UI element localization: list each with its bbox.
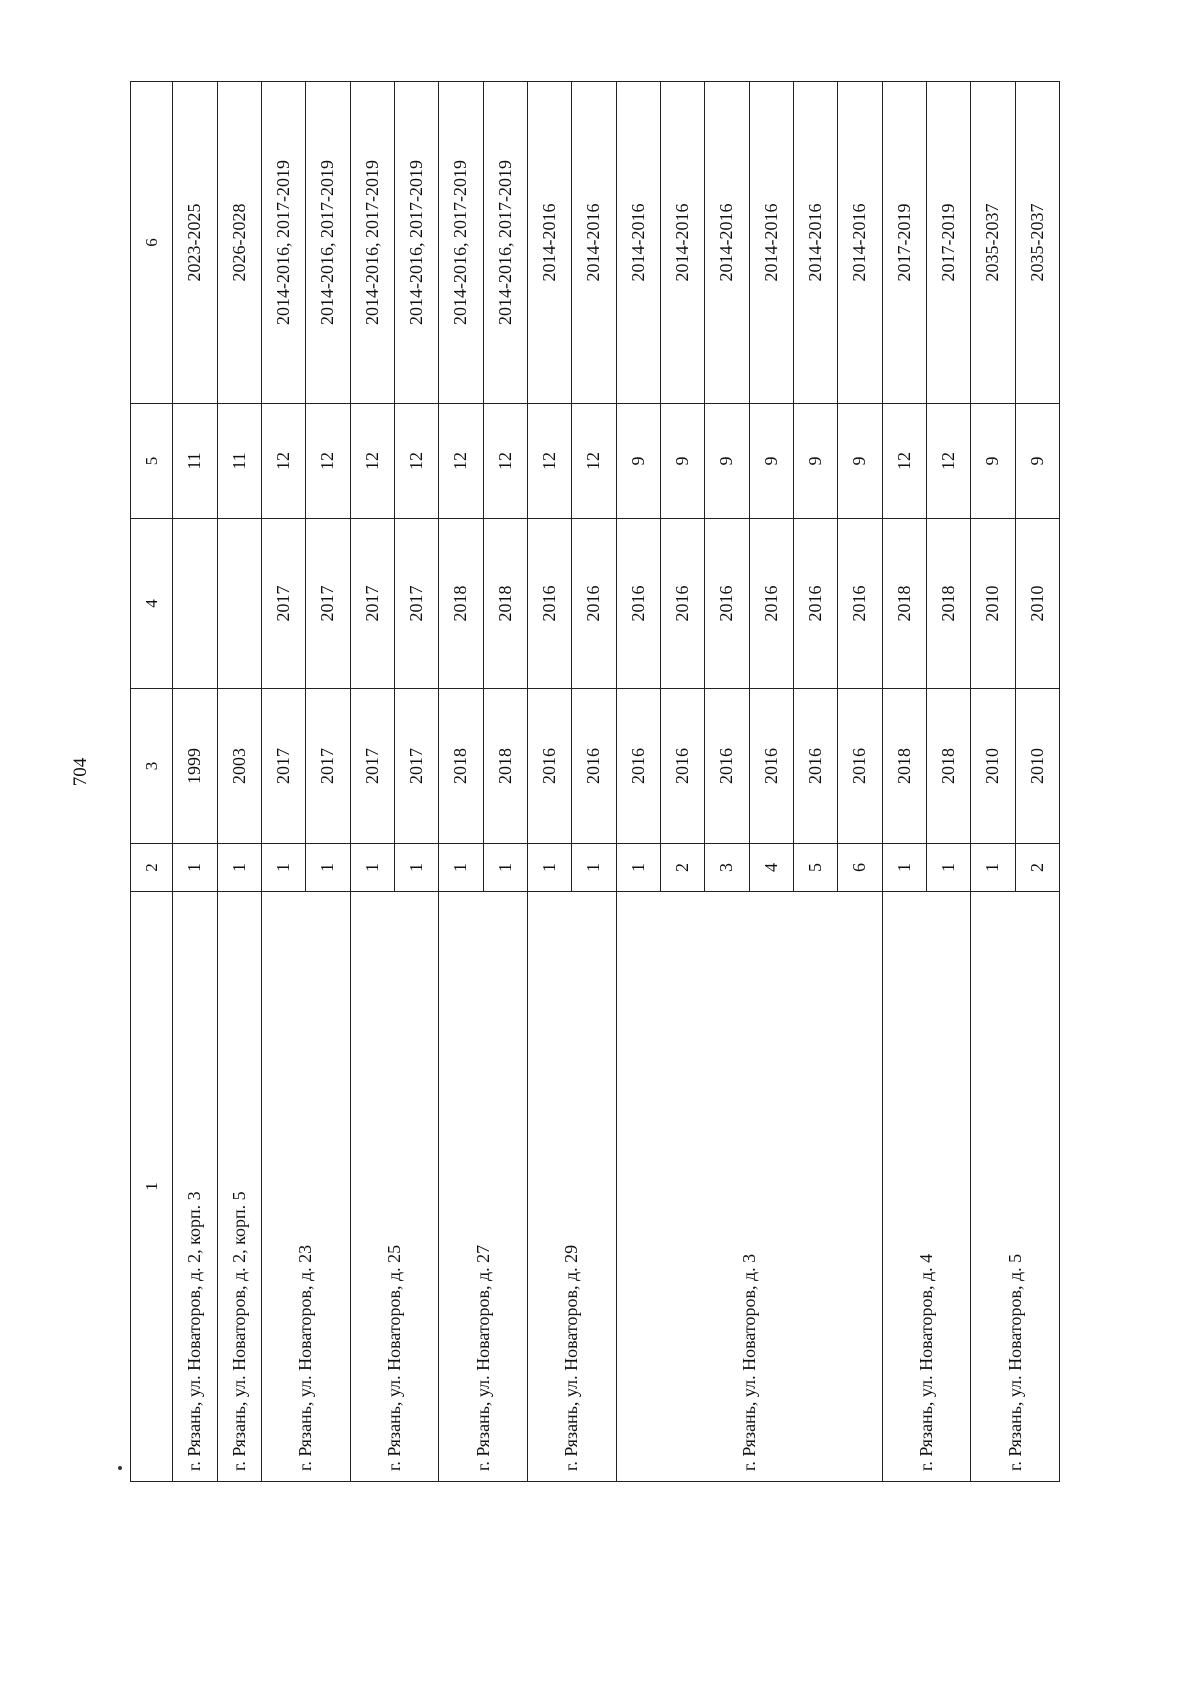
scan-speck [118,1466,122,1470]
cell-col-2: 1 [394,844,438,892]
cell-col-6: 2014-2016 [616,82,660,404]
cell-col-4: 2016 [705,519,749,689]
cell-col-3: 2010 [1015,689,1059,844]
address-cell: г. Рязань, ул. Новаторов, д. 2, корп. 5 [217,892,261,1482]
table-row [527,82,571,1482]
cell-col-6: 2026-2028 [217,82,261,404]
cell-col-3: 2016 [616,689,660,844]
cell-col-6: 2014-2016, 2017-2019 [261,82,305,404]
cell-col-6: 2014-2016, 2017-2019 [306,82,350,404]
column-header-3: 3 [131,689,173,844]
address-cell: г. Рязань, ул. Новаторов, д. 5 [971,892,1060,1482]
cell-col-4: 2016 [572,519,616,689]
cell-col-5: 11 [217,404,261,519]
cell-col-5: 12 [572,404,616,519]
cell-col-6: 2014-2016, 2017-2019 [439,82,483,404]
cell-col-6: 2014-2016 [705,82,749,404]
cell-col-3: 2017 [350,689,394,844]
cell-col-2: 1 [971,844,1015,892]
cell-col-3: 2018 [439,689,483,844]
cell-col-2: 1 [261,844,305,892]
cell-col-5: 9 [838,404,882,519]
cell-col-5: 9 [971,404,1015,519]
cell-col-4: 2016 [660,519,704,689]
cell-col-5: 12 [350,404,394,519]
cell-col-3: 2016 [660,689,704,844]
column-header-1: 1 [131,892,173,1482]
column-header-5: 5 [131,404,173,519]
cell-col-3: 2017 [261,689,305,844]
housing-table [130,81,1060,1482]
cell-col-3: 2016 [572,689,616,844]
column-header-4: 4 [131,519,173,689]
cell-col-3: 2016 [749,689,793,844]
cell-col-5: 12 [527,404,571,519]
cell-col-2: 1 [882,844,926,892]
cell-col-3: 2010 [971,689,1015,844]
cell-col-3: 2003 [217,689,261,844]
cell-col-2: 1 [483,844,527,892]
cell-col-6: 2023-2025 [173,82,217,404]
cell-col-6: 2014-2016 [793,82,837,404]
table-body [131,82,1060,1482]
cell-col-3: 2017 [306,689,350,844]
address-cell: г. Рязань, ул. Новаторов, д. 2, корп. 3 [173,892,217,1482]
column-header-6: 6 [131,82,173,404]
cell-col-4: 2017 [306,519,350,689]
cell-col-5: 11 [173,404,217,519]
table-row [350,82,394,1482]
header-row [131,82,173,1482]
cell-col-5: 9 [749,404,793,519]
cell-col-4: 2016 [527,519,571,689]
cell-col-2: 1 [572,844,616,892]
cell-col-2: 2 [1015,844,1059,892]
cell-col-4: 2016 [749,519,793,689]
cell-col-2: 4 [749,844,793,892]
cell-col-4: 2016 [838,519,882,689]
cell-col-5: 12 [882,404,926,519]
cell-col-4: 2010 [971,519,1015,689]
cell-col-5: 12 [306,404,350,519]
cell-col-2: 1 [527,844,571,892]
cell-col-3: 2018 [926,689,970,844]
cell-col-4 [217,519,261,689]
cell-col-5: 9 [793,404,837,519]
cell-col-5: 9 [616,404,660,519]
cell-col-2: 1 [616,844,660,892]
cell-col-2: 5 [793,844,837,892]
cell-col-6: 2014-2016 [749,82,793,404]
address-cell: г. Рязань, ул. Новаторов, д. 27 [439,892,528,1482]
cell-col-4: 2016 [793,519,837,689]
cell-col-6: 2035-2037 [971,82,1015,404]
table-row [261,82,305,1482]
cell-col-3: 2016 [793,689,837,844]
cell-col-2: 1 [926,844,970,892]
cell-col-4: 2018 [882,519,926,689]
cell-col-3: 2018 [483,689,527,844]
cell-col-5: 9 [660,404,704,519]
cell-col-5: 12 [394,404,438,519]
cell-col-5: 9 [1015,404,1059,519]
cell-col-2: 3 [705,844,749,892]
cell-col-4: 2017 [394,519,438,689]
cell-col-5: 12 [439,404,483,519]
cell-col-6: 2014-2016 [527,82,571,404]
column-header-2: 2 [131,844,173,892]
address-cell: г. Рязань, ул. Новаторов, д. 3 [616,892,882,1482]
cell-col-4: 2017 [350,519,394,689]
cell-col-4: 2010 [1015,519,1059,689]
cell-col-2: 1 [306,844,350,892]
cell-col-4 [173,519,217,689]
cell-col-4: 2018 [926,519,970,689]
cell-col-6: 2014-2016, 2017-2019 [394,82,438,404]
cell-col-5: 12 [926,404,970,519]
cell-col-2: 1 [350,844,394,892]
cell-col-3: 2016 [838,689,882,844]
cell-col-4: 2017 [261,519,305,689]
cell-col-6: 2014-2016 [572,82,616,404]
address-cell: г. Рязань, ул. Новаторов, д. 23 [261,892,350,1482]
table-row [439,82,483,1482]
rotated-table-wrapper [130,82,1060,1482]
cell-col-2: 1 [173,844,217,892]
cell-col-5: 12 [261,404,305,519]
table-row [217,82,261,1482]
address-cell: г. Рязань, ул. Новаторов, д. 29 [527,892,616,1482]
cell-col-3: 2018 [882,689,926,844]
cell-col-3: 2017 [394,689,438,844]
cell-col-4: 2018 [439,519,483,689]
cell-col-6: 2014-2016 [838,82,882,404]
cell-col-6: 2014-2016, 2017-2019 [350,82,394,404]
table-row [616,82,660,1482]
address-cell: г. Рязань, ул. Новаторов, д. 25 [350,892,439,1482]
cell-col-6: 2035-2037 [1015,82,1059,404]
cell-col-2: 1 [217,844,261,892]
cell-col-2: 6 [838,844,882,892]
cell-col-4: 2016 [616,519,660,689]
cell-col-5: 12 [483,404,527,519]
table-row [971,82,1015,1482]
cell-col-3: 2016 [527,689,571,844]
address-cell: г. Рязань, ул. Новаторов, д. 4 [882,892,971,1482]
cell-col-5: 9 [705,404,749,519]
cell-col-6: 2017-2019 [882,82,926,404]
page-number: 704 [70,757,91,787]
cell-col-3: 2016 [705,689,749,844]
table-row [882,82,926,1482]
cell-col-2: 1 [439,844,483,892]
cell-col-6: 2014-2016, 2017-2019 [483,82,527,404]
cell-col-6: 2014-2016 [660,82,704,404]
cell-col-4: 2018 [483,519,527,689]
cell-col-6: 2017-2019 [926,82,970,404]
cell-col-3: 1999 [173,689,217,844]
cell-col-2: 2 [660,844,704,892]
table-row [173,82,217,1482]
